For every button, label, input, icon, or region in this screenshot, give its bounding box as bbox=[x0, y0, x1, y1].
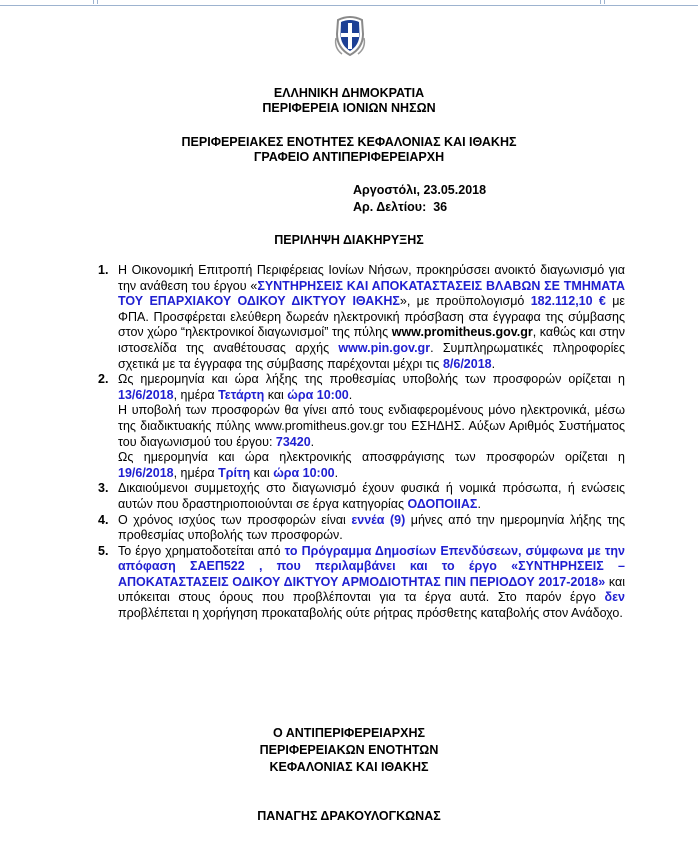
item-text: 19/6/2018 bbox=[118, 465, 174, 480]
announcement-list bbox=[98, 263, 625, 622]
ruler-tick bbox=[97, 0, 98, 4]
item-text: ΣΥΝΤΗΡΗΣΕΙΣ ΚΑΙ ΑΠΟΚΑΤΑΣΤΑΣΕΙΣ ΒΛΑΒΩΝ ΣΕ ΤΜΗΜΑΤΑ ΤΟΥ ΕΠΑΡΧΙΑΚΟΥ ΟΔΙΚΟΥ ΔΙΚΤΥΟΥ ΙΘΑΚΗΣ bbox=[118, 278, 625, 309]
item-text: 13/6/2018 bbox=[118, 387, 174, 402]
item-text: Η Οικονομική Επιτροπή Περιφέρειας Ιονίων Νήσων, προκηρύσσει ανοικτό διαγωνισμό για την ανάθεση του έργου « bbox=[118, 263, 625, 293]
header-line-1: ΕΛΛΗΝΙΚΗ ΔΗΜΟΚΡΑΤΙΑ bbox=[273, 86, 425, 100]
item-text: ΟΔΟΠΟΙΙΑΣ bbox=[407, 496, 478, 511]
item-text: και bbox=[250, 465, 274, 480]
item-number: 1. bbox=[98, 263, 109, 277]
bulletin-number bbox=[353, 199, 447, 216]
signatory-name: ΠΑΝΑΓΗΣ ΔΡΑΚΟΥΛΟΓΚΩΝΑΣ bbox=[257, 809, 441, 823]
item-text: . bbox=[334, 465, 339, 480]
ruler-tick bbox=[604, 0, 605, 4]
ruler-tick bbox=[600, 0, 601, 4]
header-line-3: ΠΕΡΙΦΕΡΕΙΑΚΕΣ ΕΝΟΤΗΤΕΣ ΚΕΦΑΛΟΝΙΑΣ ΚΑΙ ΙΘΑΚΗΣ bbox=[181, 135, 517, 149]
document-title: ΠΕΡΙΛΗΨΗ ΔΙΑΚΗΡΥΞΗΣ bbox=[274, 233, 424, 247]
item-text: μήνες από την ημερομηνία λήξης της προθεσμίας υποβολής των προσφορών. bbox=[118, 512, 625, 543]
item-text: . bbox=[491, 356, 496, 371]
item-text: . bbox=[348, 387, 353, 402]
item-text: Ως ημερομηνία και ώρα ηλεκτρονικής αποσφράγισης των προσφορών ορίζεται η bbox=[118, 450, 625, 465]
document-date: Αργοστόλι, 23.05.2018 bbox=[353, 183, 487, 197]
bulletin-label: Αρ. Δελτίου: bbox=[353, 200, 427, 214]
item-text: με ΦΠΑ. Προσφέρεται ελεύθερη δωρεάν ηλεκτρονική πρόσβαση στα έγγραφα της σύμβασης στον χώρο “ηλεκτρονικοί διαγωνισμοί” της πύλης bbox=[118, 294, 626, 340]
item-text: . bbox=[477, 496, 481, 511]
item-text: και υπόκειται στους όρους που προβλέπονται για τα έργα αυτά. Στο παρόν έργο bbox=[118, 574, 625, 605]
item-number: 2. bbox=[98, 372, 109, 387]
item-text: το Πρόγραμμα Δημοσίων Επενδύσεων, σύμφωνα με την απόφαση ΣΑΕΠ522 , που περιλαμβάνει και το έργο «ΣΥΝΤΗΡΗΣΕΙΣ – ΑΠΟΚΑΤΑΣΤΑΣΕΙΣ ΟΔΙΚΟΥ ΔΙΚΤΥΟΥ ΑΡΜΟΔΙΟΤΗΤΑΣ ΠΙΝ ΠΕΡΙΟΔΟΥ 2017-2018» bbox=[118, 543, 626, 589]
list-item bbox=[98, 263, 625, 372]
item-text: , ημέρα bbox=[173, 465, 219, 480]
item-text: , καθώς και στην ιστοσελίδα της αναθέτουσας αρχής bbox=[118, 325, 625, 355]
greek-coat-of-arms-icon bbox=[333, 14, 367, 58]
header-line-4: ΓΡΑΦΕΙΟ ΑΝΤΙΠΕΡΙΦΕΡΕΙΑΡΧΗ bbox=[253, 150, 445, 164]
item-number: 5. bbox=[98, 543, 109, 558]
item-text: Το έργο χρηματοδοτείται από bbox=[118, 543, 285, 558]
item-text: Ο χρόνος ισχύος των προσφορών είναι bbox=[118, 512, 352, 527]
bulletin-value: 36 bbox=[433, 200, 448, 214]
item-text: Ως ημερομηνία και ώρα λήξης της προθεσμίας υποβολής των προσφορών ορίζεται η bbox=[118, 372, 625, 387]
item-text: και bbox=[264, 387, 288, 402]
item-text: 182.112,10 € bbox=[530, 294, 606, 309]
item-text: 8/6/2018 bbox=[442, 356, 492, 371]
item-text: . Συμπληρωματικές πληροφορίες σχετικά με τα έγγραφα της σύμβασης παρέχονται μέχρι τις bbox=[118, 340, 625, 371]
item-text: Η υποβολή των προσφορών θα γίνει από τους ενδιαφερομένους μόνο ηλεκτρονικά, μέσω της διαδικτυακής πύλης www.promitheus.gov.gr του ΕΣΗΔΗΣ. Αύξων Αριθμός Συστήματος του διαγωνισμού του έργου: bbox=[118, 403, 625, 449]
ruler bbox=[0, 0, 698, 6]
item-number: 4. bbox=[98, 512, 109, 527]
item-number: 3. bbox=[98, 481, 109, 496]
item-text: www.pin.gov.gr bbox=[338, 340, 431, 355]
item-text: ώρα 10:00 bbox=[287, 387, 349, 402]
item-text: Τρίτη bbox=[218, 465, 251, 480]
item-text: Δικαιούμενοι συμμετοχής στο διαγωνισμό έχουν φυσικά ή νομικά πρόσωπα, ή ενώσεις αυτών που δραστηριοποιούνται σε έργα κατηγορίας bbox=[118, 481, 625, 511]
item-text: δεν bbox=[604, 590, 625, 605]
signature-line-3: ΚΕΦΑΛΟΝΙΑΣ ΚΑΙ ΙΘΑΚΗΣ bbox=[269, 760, 429, 774]
signature-line-2: ΠΕΡΙΦΕΡΕΙΑΚΩΝ ΕΝΟΤΗΤΩΝ bbox=[259, 743, 439, 757]
list-item bbox=[98, 513, 625, 544]
item-text: www.promitheus.gov.gr bbox=[391, 325, 533, 340]
ruler-tick bbox=[93, 0, 94, 4]
header-line-2: ΠΕΡΙΦΕΡΕΙΑ ΙΟΝΙΩΝ ΝΗΣΩΝ bbox=[262, 101, 436, 115]
list-item bbox=[98, 372, 625, 481]
item-text: προβλέπεται η χορήγηση προκαταβολής ούτε ρήτρας πρόσθετης καταβολής στον Ανάδοχο. bbox=[118, 606, 623, 621]
item-text: . bbox=[310, 434, 315, 449]
list-item bbox=[98, 544, 625, 622]
item-text: », με προϋπολογισμό bbox=[399, 294, 531, 309]
list-item bbox=[98, 481, 625, 512]
item-text: , ημέρα bbox=[173, 387, 219, 402]
item-text: 73420 bbox=[275, 434, 311, 449]
item-text: ώρα 10:00 bbox=[273, 465, 335, 480]
item-text: Τετάρτη bbox=[218, 387, 265, 402]
item-text: εννέα (9) bbox=[351, 512, 406, 527]
signature-line-1: Ο ΑΝΤΙΠΕΡΙΦΕΡΕΙΑΡΧΗΣ bbox=[272, 726, 426, 740]
